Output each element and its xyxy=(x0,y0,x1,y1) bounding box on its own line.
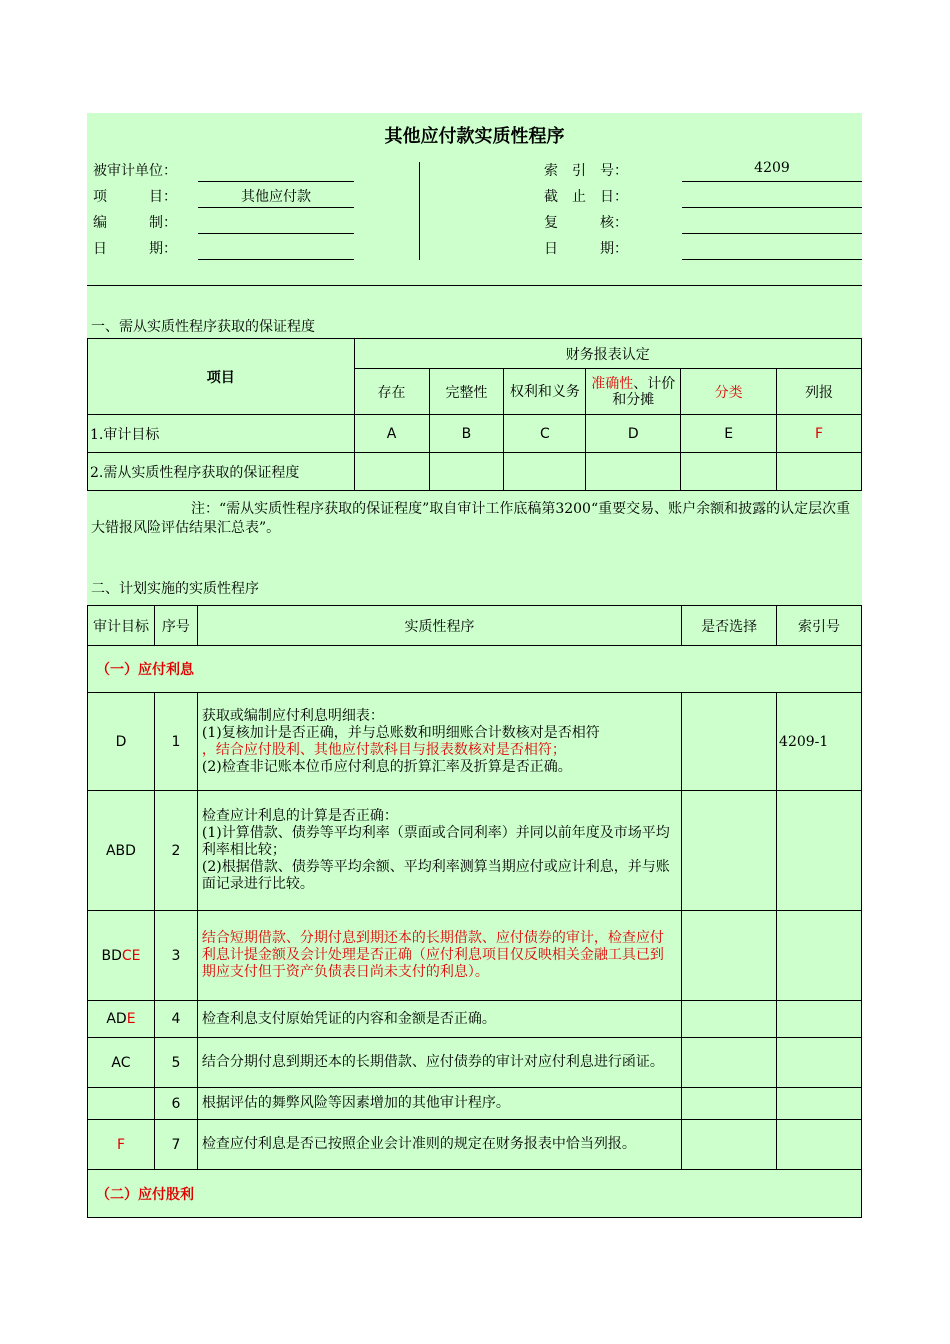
table-row xyxy=(88,1038,862,1088)
target-text: BD xyxy=(101,947,122,964)
header-field-line xyxy=(682,181,862,182)
row-seq-no: 6 xyxy=(154,1088,197,1120)
procedure-line: (2)检查非记账本位币应付利息的折算汇率及折算是否正确。 xyxy=(201,758,572,775)
group-dividends-payable: （二）应付股利 xyxy=(88,1170,862,1218)
row-index-cell[interactable]: 4209-1 xyxy=(777,693,862,791)
row-procedure xyxy=(197,693,681,791)
row-selected-cell[interactable] xyxy=(682,791,777,911)
row-index-cell[interactable] xyxy=(777,1088,862,1120)
table-row xyxy=(88,791,862,911)
header-label: 复 核： xyxy=(544,215,628,231)
accuracy-rest-text: 、计价和分摊 xyxy=(612,375,676,408)
row-selected-cell[interactable] xyxy=(682,1038,777,1088)
assertion-completeness: 完整性 xyxy=(429,369,504,415)
col-seq-no: 序号 xyxy=(154,606,197,646)
row-seq-no: 4 xyxy=(154,1001,197,1038)
target-text-red: CE xyxy=(121,947,141,964)
row-audit-objective-label: 1.审计目标 xyxy=(88,415,355,453)
header-field-line xyxy=(682,259,862,260)
row-selected-cell[interactable] xyxy=(682,693,777,791)
row-selected-cell[interactable] xyxy=(682,911,777,1001)
row-seq-no: 7 xyxy=(154,1120,197,1170)
header-label: 日 期： xyxy=(544,241,628,257)
section1-note: 注：“需从实质性程序获取的保证程度”取自审计工作底稿第3200“重要交易、账户余额和披露的认定层次重大错报风险评估结果汇总表”。 xyxy=(91,501,851,536)
target-text: AD xyxy=(106,1011,127,1027)
assurance-table xyxy=(87,338,862,491)
table-row xyxy=(88,1001,862,1038)
header-field-value[interactable]: 其他应付款 xyxy=(241,189,311,205)
header-label: 截 止 日： xyxy=(544,189,628,205)
row-seq-no: 2 xyxy=(154,791,197,911)
header-label: 项 目： xyxy=(93,189,177,205)
section1-heading: 一、需从实质性程序获取的保证程度 xyxy=(91,319,315,335)
procedure-line: (1)计算借款、债券等平均利率（票面或合同利率）并同以前年度及市场平均利率相比较； xyxy=(201,825,670,858)
target-text: D xyxy=(115,733,127,750)
objective-e: E xyxy=(681,415,777,453)
col-audit-target: 审计目标 xyxy=(88,606,155,646)
procedure-line: ，结合应付股利、其他应付款科目与报表数核对是否相符； xyxy=(201,741,566,758)
procedure-line: 获取或编制应付利息明细表： xyxy=(201,707,384,724)
row-assurance-label: 2.需从实质性程序获取的保证程度 xyxy=(88,453,355,491)
assertion-presentation: 列报 xyxy=(777,369,862,415)
header-field-line xyxy=(198,233,354,234)
header-label: 日 期： xyxy=(93,241,177,257)
row-seq-no: 3 xyxy=(154,911,197,1001)
procedure-line: 结合短期借款、分期付息到期还本的长期借款、应付债券的审计，检查应付利息计提金额及会计处理是否正确（应付利息项目仅反映相关金融工具已到期应支付但于资产负债表日尚未支付的利息）。 xyxy=(201,930,664,980)
objective-c: C xyxy=(504,415,586,453)
row-index-cell[interactable] xyxy=(777,1120,862,1170)
row-seq-no: 1 xyxy=(154,693,197,791)
row-procedure xyxy=(197,1120,681,1170)
row-audit-target xyxy=(88,693,155,791)
assertion-existence: 存在 xyxy=(354,369,429,415)
row-audit-target xyxy=(88,1120,155,1170)
procedure-line: 检查应付利息是否已按照企业会计准则的规定在财务报表中恰当列报。 xyxy=(201,1136,636,1152)
row-procedure xyxy=(197,791,681,911)
header-label: 被审计单位： xyxy=(93,163,177,179)
col-selected: 是否选择 xyxy=(682,606,777,646)
row-audit-target xyxy=(88,1038,155,1088)
objective-d: D xyxy=(586,415,681,453)
row-procedure xyxy=(197,1038,681,1088)
row-seq-no: 5 xyxy=(154,1038,197,1088)
assurance-cell[interactable] xyxy=(354,453,429,491)
row-selected-cell[interactable] xyxy=(682,1120,777,1170)
row-audit-target xyxy=(88,1001,155,1038)
assertion-rights: 权利和义务 xyxy=(504,369,586,415)
procedure-line: (2)根据借款、债券等平均余额、平均利率测算当期应付或应计利息，并与账面记录进行比较。 xyxy=(201,859,670,892)
objective-a: A xyxy=(354,415,429,453)
procedure-line: 检查应计利息的计算是否正确： xyxy=(201,808,398,824)
header-bottom-rule xyxy=(87,285,862,286)
row-selected-cell[interactable] xyxy=(682,1088,777,1120)
row-selected-cell[interactable] xyxy=(682,1001,777,1038)
objective-b: B xyxy=(429,415,504,453)
header-label: 编 制： xyxy=(93,215,177,231)
header-divider xyxy=(419,162,420,260)
header-field-line xyxy=(198,259,354,260)
table-row xyxy=(88,1120,862,1170)
assurance-cell[interactable] xyxy=(777,453,862,491)
assertion-group-header: 财务报表认定 xyxy=(354,339,861,369)
header-field-line xyxy=(198,207,354,208)
header-label: 索 引 号： xyxy=(544,163,628,179)
assurance-cell[interactable] xyxy=(681,453,777,491)
row-index-cell[interactable] xyxy=(777,791,862,911)
col-index: 索引号 xyxy=(777,606,862,646)
procedures-table xyxy=(87,605,862,1218)
row-procedure xyxy=(197,1088,681,1120)
target-text-red: F xyxy=(116,1136,125,1153)
header-field-line xyxy=(682,233,862,234)
procedure-line: 根据评估的舞弊风险等因素增加的其他审计程序。 xyxy=(201,1095,510,1111)
row-audit-target xyxy=(88,911,155,1001)
group-interest-payable: （一）应付利息 xyxy=(88,646,862,693)
header-field-line xyxy=(198,181,354,182)
row-audit-target xyxy=(88,791,155,911)
assertion-accuracy xyxy=(586,369,681,415)
row-index-cell[interactable] xyxy=(777,1001,862,1038)
table-row xyxy=(88,911,862,1001)
procedure-line: (1)复核加计是否正确，并与总账数和明细账合计数核对是否相符 xyxy=(201,724,600,741)
header-field-value[interactable]: 4209 xyxy=(754,160,790,176)
row-index-cell[interactable] xyxy=(777,1038,862,1088)
section2-heading: 二、计划实施的实质性程序 xyxy=(91,581,259,597)
accuracy-red-text: 准确性 xyxy=(591,375,634,392)
procedure-line: 结合分期付息到期还本的长期借款、应付债券的审计对应付利息进行函证。 xyxy=(201,1054,664,1070)
row-index-cell[interactable] xyxy=(777,911,862,1001)
assertion-classification: 分类 xyxy=(681,369,777,415)
col-procedure: 实质性程序 xyxy=(197,606,681,646)
row-procedure xyxy=(197,911,681,1001)
row-audit-target xyxy=(88,1088,155,1120)
table-row xyxy=(88,693,862,791)
page-title: 其他应付款实质性程序 xyxy=(384,126,565,147)
target-text: AC xyxy=(111,1054,131,1071)
item-header: 项目 xyxy=(88,339,355,415)
objective-f: F xyxy=(777,415,862,453)
target-text: ABD xyxy=(105,842,136,859)
assurance-cell[interactable] xyxy=(586,453,681,491)
assurance-cell[interactable] xyxy=(504,453,586,491)
header-field-line xyxy=(682,207,862,208)
procedure-line: 检查利息支付原始凭证的内容和金额是否正确。 xyxy=(201,1010,496,1027)
row-procedure xyxy=(197,1001,681,1038)
target-text-red: E xyxy=(126,1011,136,1027)
table-row xyxy=(88,1088,862,1120)
assurance-cell[interactable] xyxy=(429,453,504,491)
